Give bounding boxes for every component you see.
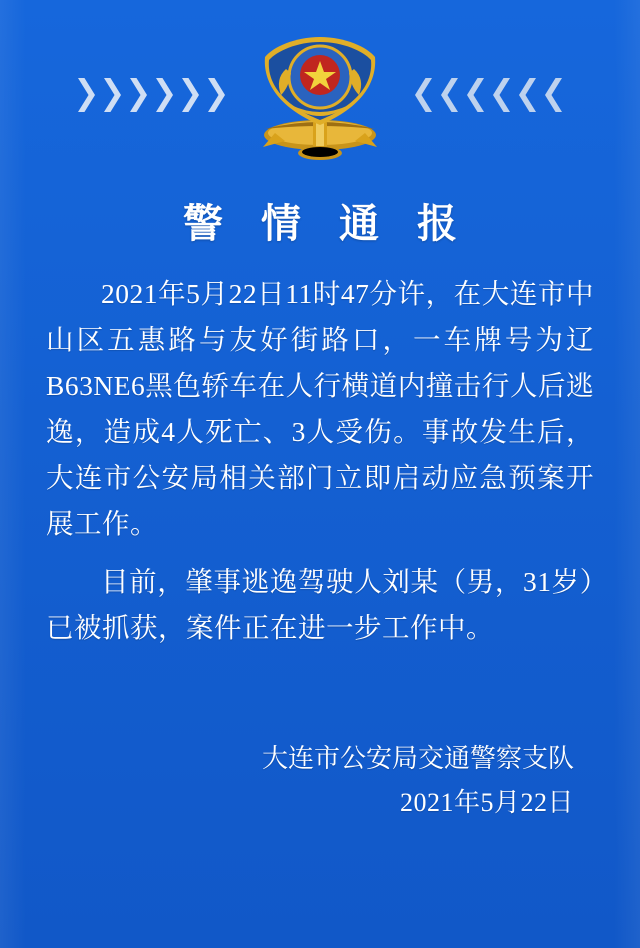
chevron-left-icon	[493, 78, 510, 112]
signature-block	[0, 737, 640, 825]
chevron-right-icon	[104, 78, 121, 112]
poster-header	[0, 0, 640, 190]
notice-paragraph-1: 2021年5月22日11时47分许，在大连市中山区五惠路与友好街路口，一车牌号为辽B63NE6黑色轿车在人行横道内撞击行人后逃逸，造成4人死亡、3人受伤。事故发生后，大连市公安局相关部门立即启动应急预案开展工作。	[46, 278, 594, 539]
chevron-right-icon	[182, 78, 199, 112]
chevron-left-icon	[467, 78, 484, 112]
right-chevron-decoration	[415, 78, 562, 112]
chevron-left-icon	[519, 78, 536, 112]
signature-issuer: 大连市公安局交通警察支队	[261, 744, 574, 773]
chevron-right-icon	[156, 78, 173, 112]
chevron-left-icon	[441, 78, 458, 112]
page-title: 警 情 通 报	[183, 201, 471, 246]
chevron-right-icon	[130, 78, 147, 112]
police-badge-icon	[245, 29, 395, 161]
notice-paragraph-2: 目前，肇事逃逸驾驶人刘某（男，31岁）已被抓获，案件正在进一步工作中。	[46, 566, 594, 643]
chevron-right-icon	[78, 78, 95, 112]
chevron-left-icon	[545, 78, 562, 112]
left-chevron-decoration	[78, 78, 225, 112]
chevron-left-icon	[415, 78, 432, 112]
chevron-right-icon	[208, 78, 225, 112]
notice-body	[0, 271, 640, 651]
signature-date: 2021年5月22日	[399, 788, 574, 817]
